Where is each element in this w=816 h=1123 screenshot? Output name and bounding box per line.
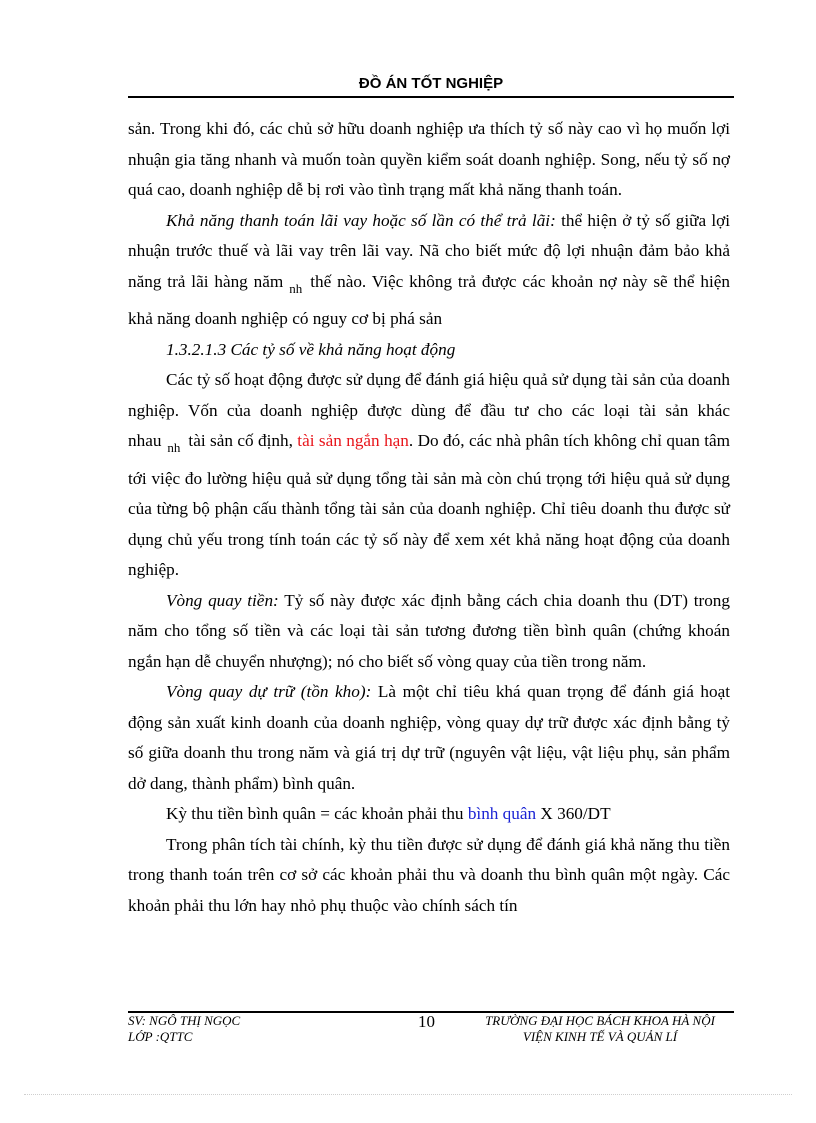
paragraph-text: thể hiện ở tỷ số giữa lợi nhuận trước thuế và lãi vay trên lãi vay. Nã cho biết mức độ lợi nhuận đảm bảo khả năng trả lãi hàng năm xyxy=(128,210,730,291)
paragraph-text: Tỷ số này được xác định bằng cách chia doanh thu (DT) trong năm cho tổng số tiền và các loại tài sản tương đương tiền bình quân (chứng khoán ngắn hạn dễ chuyển nhượng); nó cho biết số vòng quay của tiền trong năm. xyxy=(128,590,730,671)
term-inventory-turnover: Vòng quay dự trữ (tồn kho): xyxy=(166,682,372,701)
section-heading-activity-ratios: 1.3.2.1.3 Các tỷ số về khả năng hoạt động xyxy=(166,339,456,359)
student-class: LỚP :QTTC xyxy=(128,1029,193,1044)
formula-text: X 360/DT xyxy=(536,804,611,823)
paragraph-text: tài sản cố định, xyxy=(188,431,298,450)
paragraph-text: Các tỷ số hoạt động được sử dụng để đánh giá hiệu quả sử dụng tài sản của doanh nghiệp. Vốn của doanh nghiệp được dùng để đầu tư cho các loại tài sản khác nhau xyxy=(128,370,730,450)
page-bottom-border xyxy=(24,1094,792,1095)
university-name: TRƯỜNG ĐẠI HỌC BÁCH KHOA HÀ NỘI xyxy=(485,1013,715,1028)
document-body xyxy=(128,114,730,921)
formula-collection-period xyxy=(128,799,730,830)
term-interest-coverage: Khả năng thanh toán lãi vay hoặc số lần có thể trả lãi: xyxy=(166,210,556,230)
paragraph-collection-analysis xyxy=(128,830,730,922)
paragraph-inventory-turnover xyxy=(128,677,730,799)
paragraph-text: . Do đó, các nhà phân tích không chỉ quan tâm tới việc đo lường hiệu quả sử dụng tổng tài sản mà còn chú trọng tới hiệu quả sử dụng của từng bộ phận cấu thành tổng tài sản của doanh nghiệp. Chỉ tiêu doanh thu được sử dụng chủ yếu trong tính toán các tỷ số này để xem xét khả năng hoạt động của doanh nghiệp. xyxy=(128,431,730,579)
header-divider xyxy=(128,96,734,98)
paragraph-interest-coverage xyxy=(128,206,730,335)
student-name: SV: NGÔ THỊ NGỌC xyxy=(128,1013,241,1028)
footer-student-info xyxy=(128,1013,240,1045)
paragraph-debt-ratio xyxy=(128,114,730,206)
page-header-title: ĐỒ ÁN TỐT NGHIỆP xyxy=(358,75,504,92)
highlighted-link-short-term-assets[interactable]: tài sản ngắn hạn xyxy=(297,431,409,450)
paragraph-text: thế nào. Việc không trả được các khoản nợ này sẽ thể hiện khả năng doanh nghiệp có nguy cơ bị phá sản xyxy=(128,271,730,328)
highlighted-link-average[interactable]: bình quân xyxy=(467,804,537,823)
paragraph-text: Trong phân tích tài chính, kỳ thu tiền được sử dụng để đánh giá khả năng thu tiền trong thanh toán trên cơ sở các khoản phải thu và doanh thu bình quân một ngày. Các khoản phải thu lớn hay nhỏ phụ thuộc vào chính sách tín xyxy=(128,834,730,915)
subscript-fragment: nh xyxy=(167,440,181,455)
paragraph-text: Là một chỉ tiêu khá quan trọng để đánh giá hoạt động sản xuất kinh doanh của doanh nghiệp, vòng quay dự trữ được xác định bằng tỷ số giữa doanh thu trong năm và giá trị dự trữ (nguyên vật liệu, vật liệu phụ, sản phẩm dở dang, thành phẩm) bình quân. xyxy=(128,682,730,793)
term-cash-turnover: Vòng quay tiền: xyxy=(166,590,279,610)
paragraph-cash-turnover xyxy=(128,586,730,678)
formula-text: Kỳ thu tiền bình quân = các khoản phải thu xyxy=(166,804,468,823)
subscript-fragment: nh xyxy=(289,280,303,296)
paragraph-activity-ratios xyxy=(128,365,730,586)
footer-school-info xyxy=(466,1013,734,1045)
page-number: 10 xyxy=(418,1012,435,1031)
paragraph-text: sản. Trong khi đó, các chủ sở hữu doanh nghiệp ưa thích tỷ số này cao vì họ muốn lợi nhuận gia tăng nhanh và muốn toàn quyền kiểm soát doanh nghiệp. Song, nếu tỷ số nợ quá cao, doanh nghiệp dễ bị rơi vào tình trạng mất khả năng thanh toán. xyxy=(128,119,730,199)
institute-name: VIỆN KINH TẾ VÀ QUẢN LÍ xyxy=(522,1029,678,1044)
